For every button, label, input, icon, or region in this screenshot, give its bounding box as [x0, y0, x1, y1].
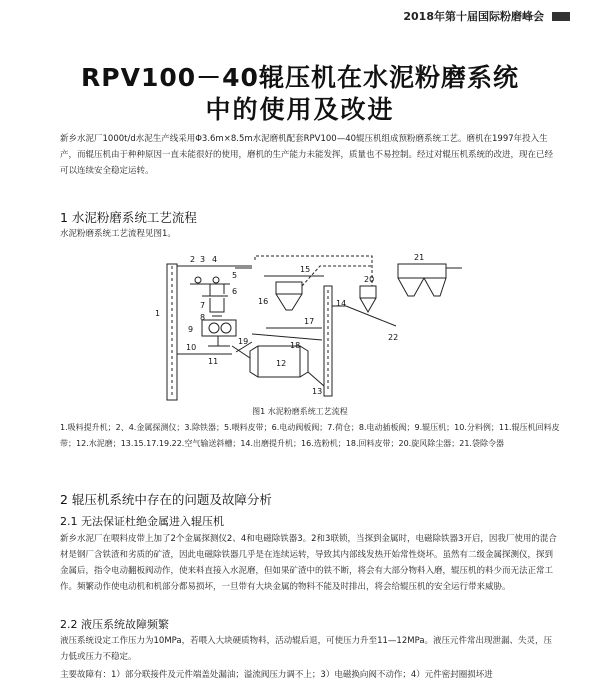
figure-label-18: 18 — [290, 341, 301, 350]
figure-label-16: 16 — [258, 297, 269, 306]
figure-label-12: 12 — [276, 359, 287, 368]
header-bar-decoration — [552, 12, 570, 21]
subsection-2-2-heading: 2.2 液压系统故障频繁 — [60, 618, 169, 631]
cyclone-shape — [360, 286, 376, 298]
figure-label-19: 19 — [238, 337, 249, 346]
figure-label-17: 17 — [304, 317, 315, 326]
figure-label-13: 13 — [312, 387, 323, 396]
subsection-2-1-text: 新乡水泥厂在喂料皮带上加了2个金属探测仪2、4和电磁除铁器3。2和3联锁，当探到金属时，电磁除铁器3开启，因我厂使用的混合材是钢厂含铁渣和劣质的矿渣，因此电磁除铁器几乎是在连续运转，导致其内部线发热开始常性烧坏。虽然有二级金属探测仪，探到金属后，指令电动翻板阀动作，使来料直接入水泥磨，但如果矿渣中的铁不断，将会有大部分物料入磨，辊压机的料少而无法正常工作。频繁动作使电动机和机部分都易损坏，一旦带有大块金属的物料不能及时排出，将会给辊压机的安全运行带来威胁。 — [60, 534, 557, 592]
separator-shape — [276, 282, 302, 294]
subsection-2-1-heading: 2.1 无法保证杜绝金属进入辊压机 — [60, 515, 224, 528]
figure-label-3: 3 — [200, 255, 206, 264]
subsection-2-2-text-1: 液压系统设定工作压力为10MPa，若喂入大块硬质物料，活动辊后退，可使压力升至11—12MPa。液压元件常出现泄漏、失灵，压力低或压力不稳定。 — [60, 636, 553, 662]
figure-legend: 1.吸料提升机；2、4.金属探测仪；3.除铁器；5.喂料皮带；6.电动阀板阀；7.荷仓；8.电动插板阀；9.辊压机；10.分料例；11.辊压机回料皮带；12.水泥磨；13.15.17.19.22.空气输送斜槽；14.出磨提升机；16.选粉机；18.回料皮带；20.旋风除尘器；21.袋除令器 — [60, 423, 560, 448]
figure-caption: 图1 水泥粉磨系统工艺流程 — [252, 407, 348, 416]
figure-label-8: 8 — [200, 313, 206, 322]
figure-label-22: 22 — [388, 333, 399, 342]
figure-label-20: 20 — [364, 275, 375, 284]
figure-label-10: 10 — [186, 343, 197, 352]
figure-label-15: 15 — [300, 265, 311, 274]
bag-filter-shape — [398, 264, 446, 278]
figure-label-4: 4 — [212, 255, 218, 264]
process-flow-diagram — [0, 246, 600, 406]
figure-label-6: 6 — [232, 287, 238, 296]
intro-paragraph: 新乡水泥厂1000t/d水泥生产线采用Φ3.6m×8.5m水泥磨机配套RPV100—40辊压机组成预粉磨系统工艺。磨机在1997年投入生产，而辊压机由于种种原因一直未能很好的使用，磨机的生产能力未能发挥，质量也不易控制。经过对辊压机系统的改进，现在已经可以连续安全稳定运转。 — [60, 134, 554, 176]
figure-label-11: 11 — [208, 357, 219, 366]
section2-heading: 2 辊压机系统中存在的问题及故障分析 — [60, 492, 272, 507]
subsection-2-2-text-2: 主要故障有：1）部分联接件及元件端盖处漏油；溢流阀压力调不上；3）电磁换向阀不动作；4）元件密封圈损坏进 — [60, 670, 493, 680]
figure-label-5: 5 — [232, 271, 238, 280]
figure-label-14: 14 — [336, 299, 347, 308]
page-header — [0, 6, 600, 26]
header-text: 2018年第十届国际粉磨峰会 — [403, 10, 544, 23]
figure-label-21: 21 — [414, 253, 425, 262]
title-line-2: 中的使用及改进 — [205, 95, 395, 124]
figure-label-7: 7 — [200, 301, 206, 310]
figure-label-1: 1 — [155, 309, 161, 318]
section1-heading: 1 水泥粉磨系统工艺流程 — [60, 210, 197, 225]
title-line-1: RPV100－40辊压机在水泥粉磨系统 — [81, 63, 519, 92]
figure-label-2: 2 — [190, 255, 196, 264]
section1-text: 水泥粉磨系统工艺流程见图1。 — [60, 229, 176, 239]
figure-label-9: 9 — [188, 325, 194, 334]
